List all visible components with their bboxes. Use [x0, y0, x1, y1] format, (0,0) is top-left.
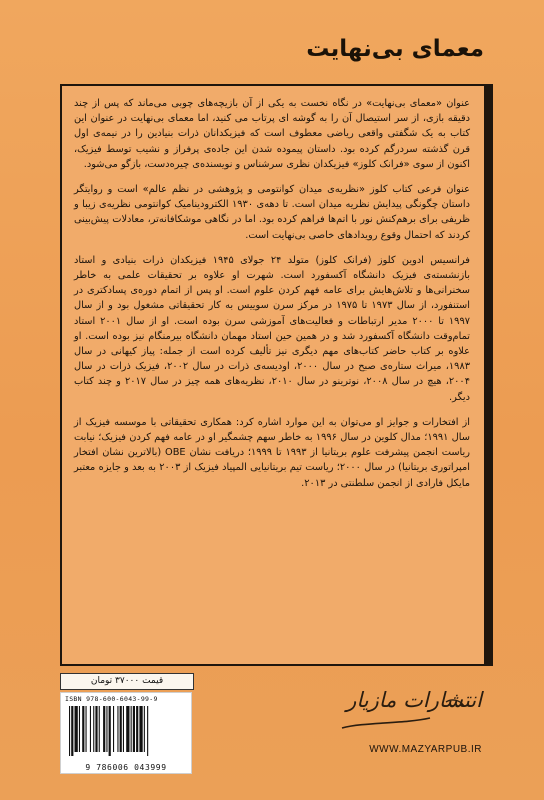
publisher-name: انتشارات مازیار [346, 688, 482, 712]
publisher-website: WWW.MAZYARPUB.IR [369, 744, 482, 755]
blurb-paragraph-2: عنوان فرعی کتاب کلوز «نظریه‌ی میدان کوانتومی و پژوهشی در نظم عالم» است و روایتگر داستان چگونگی پیدایش نظریه میدان است. تا دهه‌ی ۱۹۳۰ الکترودینامیک کوانتومی نظریه‌ی زیبا و ظریفی برای برهم‌کنش نور با اتم‌ها فراهم کرده بود. اما در نگاهی موشکافانه‌تر، معادلات پیش‌بینی کردند که احتمال وقوع رویدادهای خاصی بی‌نهایت است. [74, 184, 470, 241]
barcode-bar [109, 706, 111, 756]
price-label: قیمت ۳۷۰۰۰ تومان [60, 673, 194, 690]
isbn-number: ISBN 978-600-6043-99-9 [65, 695, 158, 703]
barcode-bar [117, 706, 118, 752]
barcode-bar [86, 706, 87, 752]
barcode-bar [71, 706, 73, 756]
barcode-bars [67, 706, 187, 756]
blurb-paragraph-3: فرانسیس ادوین کلوز (فرانک کلوز) متولد ۲۴ جولای ۱۹۴۵ فیزیکدان ذرات بنیادی و استاد بازنشسته‌ی فیزیک دانشگاه آکسفورد است. شهرت او علاوه بر تحقیقات علمی به خاطر سخنرانی‌ها و تلاش‌هایش برای عامه فهم کردن علوم است. او پس از اتمام دوره‌ی پسادکتری در استنفورد، از سال ۱۹۷۳ تا ۱۹۷۵ در مرکز سرن سوییس به کار تحقیقاتی مشغول بود و از سال ۱۹۹۷ تا ۲۰۰۰ مدیر ارتباطات و فعالیت‌های آموزشی سرن بوده است. او از سال ۲۰۰۱ استاد تمام‌وقت دانشگاه آکسفورد شد و در همین حین استاد مهمان دانشگاه بیرمنگام نیز بوده است. او علاوه بر کتاب حاضر کتاب‌های مهم دیگری نیز تألیف کرده است از جمله: پیاز کیهانی در سال ۱۹۸۳، میراث ستاره‌ی صبح در سال ۲۰۰۰، اودیسه‌ی ذرات در سال ۲۰۰۲، فیزیک ذرات در سال ۲۰۰۴، هیچ در سال ۲۰۰۸، نوترینو در سال ۲۰۱۰، نظریه‌های همه چیز در سال ۲۰۱۷ و چند کتاب دیگر. [74, 254, 470, 403]
barcode-bar [147, 706, 148, 756]
barcode-bar [136, 706, 138, 752]
barcode-bar [139, 706, 142, 752]
barcode-bar [106, 706, 107, 752]
barcode-bar [93, 706, 94, 752]
barcode-bar [90, 706, 91, 752]
barcode-bar [69, 706, 70, 756]
ean-number: 9 786006 043999 [85, 763, 167, 772]
blurb-panel [60, 84, 486, 666]
barcode-bar [131, 706, 132, 752]
barcode-bar [99, 706, 100, 752]
barcode-block [60, 692, 192, 774]
barcode-bar [82, 706, 84, 752]
barcode-bar [144, 706, 145, 752]
barcode-bar [75, 706, 78, 752]
barcode-bar [79, 706, 80, 752]
publisher-logo [334, 688, 484, 744]
blurb-paragraph-4: از افتخارات و جوایز او می‌توان به این موارد اشاره کرد: همکاری تحقیقاتی با موسسه فیزیک از سال ۱۹۹۱؛ مدال کلوین در سال ۱۹۹۶ به خاطر سهم چشمگیر او در عامه فهم کردن فیزیک؛ نیابت ریاست انجمن پیشرفت علوم بریتانیا از ۱۹۹۳ تا ۱۹۹۹؛ دریافت نشان OBE (بالاترین نشان افتخار امپراتوری بریتانیا) در سال ۲۰۰۰؛ ریاست تیم بریتانیایی المپیاد فیزیک از ۲۰۰۳ به بعد و جایزه معتبر مایکل فارادی از انجمن سلطنتی در ۲۰۱۳. [74, 416, 470, 489]
barcode-bar [103, 706, 105, 752]
barcode-bar [123, 706, 124, 752]
barcode-bar [113, 706, 114, 752]
barcode-bar [126, 706, 129, 752]
blurb-paragraph-1: عنوان «معمای بی‌نهایت» در نگاه نخست به یکی از آن بازیچه‌های چوبی می‌ماند که پس از چند دقیقه بازی، از سر استیصال آن را به گوشه ای پرتاب می کنید، اما معمای بی‌نهایت در عنوان این کتاب به یک شگفتی واقعی ریاضی معطوف است که فیزیکدانان ذرات بنیادین را در نیمه‌ی اول قرن گذشته سردرگم کرده بود. داستان پیموده شدن این جاده‌ی پرفراز و نشیب توسط فیزیک، اکنون از سوی «فرانک کلوز» فیزیکدان نظری سرشناس و نویسنده‌ی چیره‌دست، بازگو می‌شود. [74, 98, 470, 170]
barcode-bar [133, 706, 135, 752]
barcode-bar [120, 706, 122, 752]
book-title: معمای بی‌نهایت [306, 36, 484, 62]
barcode-bar [95, 706, 97, 752]
